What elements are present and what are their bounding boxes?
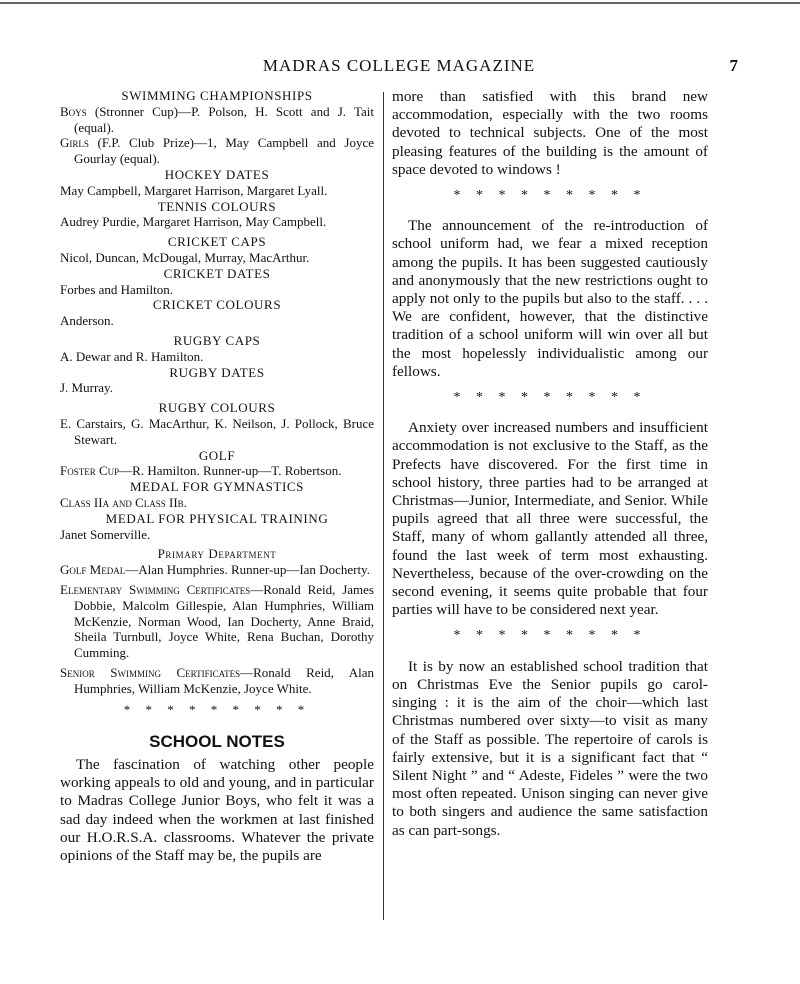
right-column — [392, 88, 708, 840]
page-number: 7 — [729, 56, 738, 75]
stars-2: * * * * * * * * * — [453, 390, 647, 406]
heading-cricket-colours: CRICKET COLOURS — [152, 297, 282, 313]
entry-rugby-dates: J. Murray. — [60, 380, 113, 396]
heading-hockey: HOCKEY DATES — [164, 166, 270, 182]
label-senior-swimming: Senior Swimming Certificates — [60, 664, 241, 680]
heading-swimming: SWIMMING CHAMPIONSHIPS — [121, 88, 313, 103]
entry-gymnastics: Class IIa and Class IIb. — [60, 494, 187, 510]
text-senior-swimming: —Ronald Reid, Alan Humphries, William McKenzie, Joyce White. — [74, 664, 374, 696]
school-notes-para-2: The announcement of the re-introduction of school uniform had, we fear a mixed reception among the pupils. It has been suggested cautiously and anonymously that the new restrictions ought to apply not only to the pupils but also to the staff. . . . We are confident, however, that the distinctive tradition of a school uniform will win over all but the most hopelessly individualistic among our fellows. — [392, 217, 708, 380]
page-header — [60, 56, 738, 78]
text-boys: (Stronner Cup)—P. Polson, H. Scott and J. Tait (equal). — [74, 103, 375, 135]
entry-girls — [60, 135, 374, 167]
top-rule — [0, 2, 800, 4]
stars-1: * * * * * * * * * — [453, 188, 647, 204]
entry-physical-training: Janet Somerville. — [60, 526, 151, 542]
entry-golf — [60, 463, 374, 479]
heading-rugby-colours: RUGBY COLOURS — [158, 400, 276, 416]
heading-physical-training: MEDAL FOR PHYSICAL TRAINING — [105, 510, 329, 526]
entry-elementary-swimming — [60, 582, 374, 661]
left-column — [60, 88, 374, 865]
label-golf-medal: Golf Medal — [60, 562, 126, 578]
heading-golf: GOLF — [198, 447, 236, 463]
heading-rugby-caps: RUGBY CAPS — [173, 332, 261, 348]
heading-gymnastics: MEDAL FOR GYMNASTICS — [129, 479, 305, 495]
entry-cricket-colours: Anderson. — [60, 313, 114, 329]
section-stars: * * * * * * * * * — [123, 702, 311, 718]
school-notes-para-1: The fascination of watching other people working appeals to old and young, and in particular to Madras College Junior Boys, who felt it was a sad day indeed when the workmen at last finished our H.O.R.S.A. classrooms. Whatever the private opinions of the Staff may be, the pupils are — [60, 756, 374, 865]
label-boys: Boys — [60, 103, 87, 119]
text-golf: —R. Hamilton. Runner-up—T. Robertson. — [119, 463, 342, 479]
entry-senior-swimming — [60, 665, 374, 697]
entry-cricket-caps: Nicol, Duncan, McDougal, Murray, MacArthur. — [60, 249, 310, 265]
magazine-title: MADRAS COLLEGE MAGAZINE — [262, 56, 536, 75]
school-notes-para-1-cont: more than satisfied with this brand new accommodation, especially with the two rooms devoted to technical subjects. One of the most pleasing features of the building is the amount of space devoted to windows ! — [392, 88, 708, 178]
entry-cricket-dates: Forbes and Hamilton. — [60, 281, 174, 297]
entry-rugby-caps: A. Dewar and R. Hamilton. — [60, 348, 204, 364]
entry-golf-medal — [60, 562, 374, 578]
school-notes-para-3: Anxiety over increased numbers and insufficient accommodation is not exclusive to the Staff, as the Prefects have discovered. For the first time in school history, three parties had to be arranged at Christmas—Junior, Intermediate, and Senior. While pupils agreed that all three were successful, the Staff, many of whom gallantly attended all three, found the last week of term most exhausting. Nevertheless, because of the over-crowding on the second evening, it seems quite probable that four parties will have to be considered next year. — [392, 419, 708, 619]
heading-tennis: TENNIS COLOURS — [157, 198, 277, 214]
heading-cricket-dates: CRICKET DATES — [163, 265, 271, 281]
heading-rugby-dates: RUGBY DATES — [169, 364, 265, 380]
text-golf-medal: —Alan Humphries. Runner-up—Ian Docherty. — [125, 562, 370, 578]
school-notes-para-4: It is by now an established school tradition that on Christmas Eve the Senior pupils go carol-singing : it is the aim of the choir—which last Christmas numbered over sixty—to visit as many of the Staff as possible. The repertoire of carols is fairly extensive, but it is a significant fact that “ Silent Night ” and “ Adeste, Fideles ” were the two most often repeated. Unison singing can never give to both singers and audience the same satisfaction as can part-songs. — [392, 657, 708, 839]
heading-cricket-caps: CRICKET CAPS — [167, 234, 267, 250]
stars-3: * * * * * * * * * — [453, 628, 647, 644]
label-foster-cup: Foster Cup — [60, 463, 120, 479]
text-elementary-swimming: —Ronald Reid, James Dobbie, Malcolm Gillespie, Alan Humphries, William McKenzie, Norman Wood, Ian Docherty, Anne Braid, Sheila Turnbull, Joyce White, Rena Buchan, Dorothy Cumming. — [74, 581, 374, 661]
heading-school-notes: SCHOOL NOTES — [149, 732, 285, 752]
entry-hockey: May Campbell, Margaret Harrison, Margaret Lyall. — [60, 182, 328, 198]
entry-tennis: Audrey Purdie, Margaret Harrison, May Campbell. — [60, 214, 327, 230]
label-girls: Girls — [60, 135, 89, 151]
heading-primary-department: Primary Department — [157, 546, 277, 562]
text-girls: (F.P. Club Prize)—1, May Campbell and Joyce Gourlay (equal). — [74, 135, 375, 167]
entry-rugby-colours: E. Carstairs, G. MacArthur, K. Neilson, J. Pollock, Bruce Stewart. — [60, 415, 374, 447]
entry-boys — [60, 104, 374, 136]
label-elementary-swimming: Elementary Swimming Certificates — [60, 581, 251, 597]
column-divider — [383, 92, 384, 920]
